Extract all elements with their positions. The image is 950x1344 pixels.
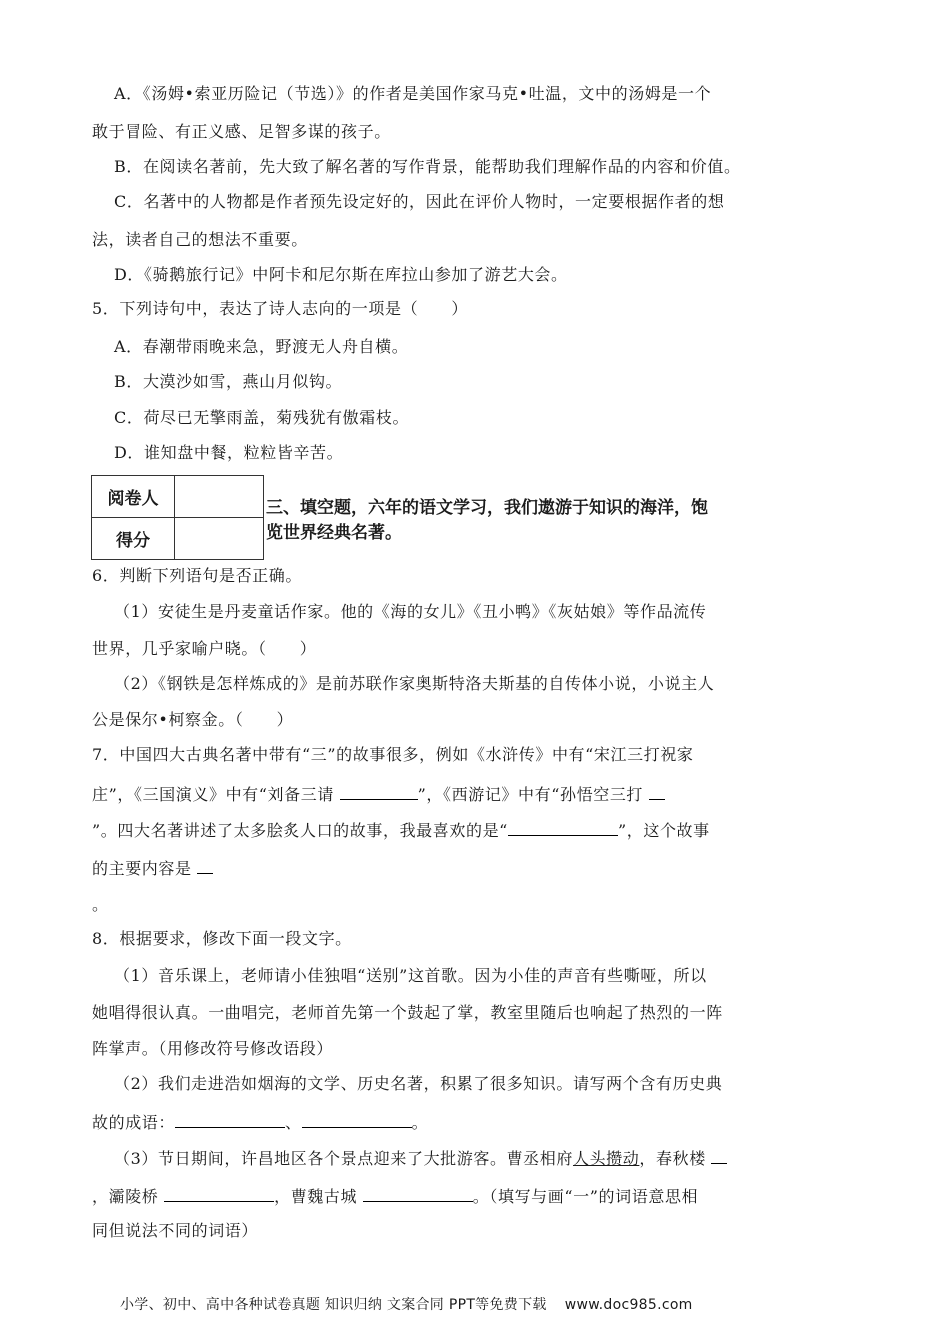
q7-line4-text: 的主要内容是 [92, 859, 198, 878]
q4-option-a-line1: A．《汤姆•索亚历险记（节选）》的作者是美国作家马克•吐温，文中的汤姆是一个 [114, 84, 712, 103]
blank-favorite-story[interactable] [508, 819, 618, 836]
q7-line3 [92, 819, 710, 841]
q8-item3-text-d: ，曹魏古城 [274, 1187, 363, 1206]
blank-balingqiao[interactable] [164, 1185, 274, 1202]
q4-option-b: B．在阅读名著前，先大致了解名著的写作背景，能帮助我们理解作品的内容和价值。 [114, 157, 741, 176]
q7-line5: 。 [92, 895, 109, 914]
q6-item1-line1: （1）安徒生是丹麦童话作家。他的《海的女儿》《丑小鸭》《灰姑娘》等作品流传 [114, 602, 707, 621]
blank-story-content[interactable] [197, 857, 213, 874]
q8-item2-separator: 、 [285, 1113, 302, 1132]
q8-item3-text-b: ，春秋楼 [639, 1149, 712, 1168]
q8-item2-line1: （2）我们走进浩如烟海的文学、历史名著，积累了很多知识。请写两个含有历史典 [114, 1074, 723, 1093]
q7-line2-text-a: 庄”，《三国演义》中有“刘备三请 [92, 785, 340, 804]
q6-item2-line1: （2）《钢铁是怎样炼成的》是前苏联作家奥斯特洛夫斯基的自传体小说，小说主人 [114, 674, 715, 693]
blank-chunqiulou[interactable] [711, 1147, 727, 1164]
section-title-line1: 三、填空题，六年的语文学习，我们遨游于知识的海洋，饱 [266, 498, 708, 518]
q8-stem: 8．根据要求，修改下面一段文字。 [92, 929, 352, 948]
q5-option-d: D．谁知盘中餐，粒粒皆辛苦。 [114, 443, 344, 462]
q8-item3-text-a: （3）节日期间，许昌地区各个景点迎来了大批游客。曹丞相府 [114, 1149, 573, 1168]
blank-idiom-1[interactable] [175, 1111, 285, 1128]
score-label: 得分 [92, 518, 175, 560]
q6-stem: 6．判断下列语句是否正确。 [92, 566, 302, 585]
score-box [91, 475, 264, 560]
q7-line4 [92, 857, 213, 879]
q8-item3-line3: 同但说法不同的词语） [92, 1221, 259, 1240]
q5-option-a: A．春潮带雨晚来急，野渡无人舟自横。 [114, 337, 409, 356]
q4-option-c-line2: 法，读者自己的想法不重要。 [92, 230, 308, 249]
footer [120, 1294, 693, 1314]
blank-idiom-2[interactable] [302, 1111, 412, 1128]
section-title-line2: 览世界经典名著。 [266, 523, 402, 543]
score-cell [175, 518, 264, 560]
underlined-phrase: 人头攒动 [572, 1149, 640, 1168]
q8-item3-line2 [92, 1185, 698, 1207]
q4-option-c-line1: C．名著中的人物都是作者预先设定好的，因此在评价人物时，一定要根据作者的想 [114, 192, 725, 211]
q6-item1-line2: 世界，几乎家喻户晓。（ ） [92, 639, 317, 658]
q8-item3-text-e: 。（填写与画“一”的词语意思相 [472, 1187, 699, 1206]
q7-line2-text-b: ”，《西游记》中有“孙悟空三打 [417, 785, 649, 804]
q5-option-b: B．大漠沙如雪，燕山月似钩。 [114, 372, 343, 391]
blank-wukong[interactable] [649, 783, 665, 800]
footer-text: 小学、初中、高中各种试卷真题 知识归纳 文案合同 PPT等免费下载 [120, 1297, 547, 1313]
q8-item1-line3: 阵掌声。（用修改符号修改语段） [92, 1039, 334, 1058]
blank-caowei-city[interactable] [363, 1185, 473, 1202]
reviewer-cell [175, 476, 264, 518]
reviewer-label: 阅卷人 [92, 476, 175, 518]
q7-line1: 7．中国四大古典名著中带有“三”的故事很多，例如《水浒传》中有“宋江三打祝家 [92, 745, 694, 764]
q7-line3-text-a: ”。四大名著讲述了太多脍炙人口的故事，我最喜欢的是“ [92, 821, 508, 840]
blank-liubei[interactable] [340, 783, 418, 800]
q8-item1-line1: （1）音乐课上，老师请小佳独唱“送别”这首歌。因为小佳的声音有些嘶哑，所以 [114, 966, 707, 985]
q7-line2 [92, 783, 665, 805]
q8-item2-text: 故的成语： [92, 1113, 176, 1132]
q7-line3-text-b: ”，这个故事 [617, 821, 710, 840]
footer-site-link[interactable]: www.doc985.com [564, 1297, 693, 1313]
q8-item2-end: 。 [411, 1113, 429, 1132]
q8-item3-text-c: ，灞陵桥 [92, 1187, 165, 1206]
q5-option-c: C．荷尽已无擎雨盖，菊残犹有傲霜枝。 [114, 408, 410, 427]
q5-stem: 5．下列诗句中，表达了诗人志向的一项是（ ） [92, 299, 468, 318]
q8-item2-line2 [92, 1111, 428, 1133]
q8-item1-line2: 她唱得很认真。一曲唱完，老师首先第一个鼓起了掌，教室里随后也响起了热烈的一阵 [92, 1003, 723, 1022]
q4-option-a-line2: 敢于冒险、有正义感、足智多谋的孩子。 [92, 122, 391, 141]
q8-item3-line1 [114, 1147, 727, 1169]
q4-option-d: D．《骑鹅旅行记》中阿卡和尼尔斯在库拉山参加了游艺大会。 [114, 265, 568, 284]
q6-item2-line2: 公是保尔•柯察金。（ ） [92, 710, 294, 729]
